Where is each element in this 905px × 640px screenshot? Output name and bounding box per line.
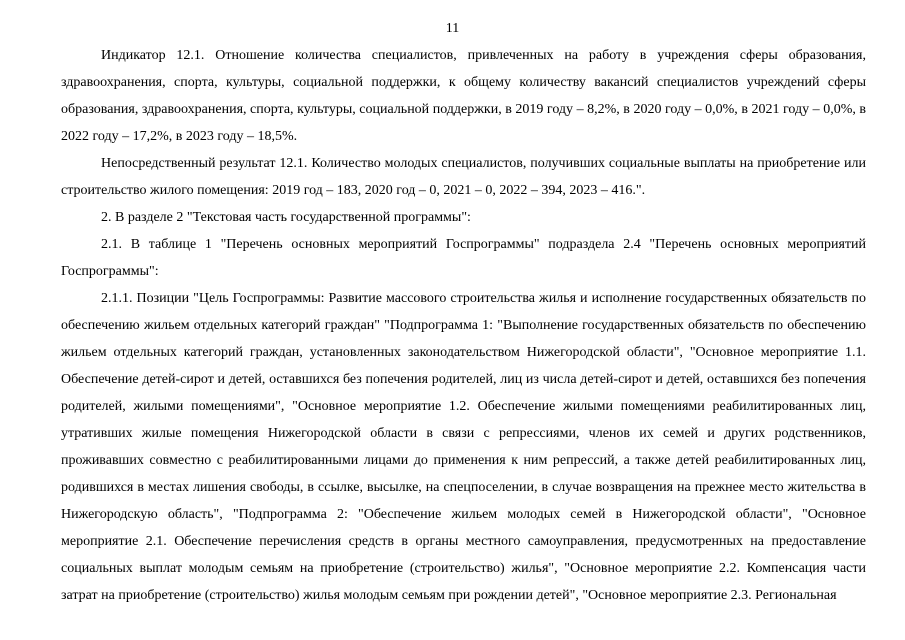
page-number: 11 bbox=[445, 21, 460, 36]
paragraph-direct-result-12-1: Непосредственный результат 12.1. Количество молодых специалистов, получивших социальные выплаты на приобретение или строительство жилого помещения: 2019 год – 183, 2020 год – 0, 2021 – 0, 2022 – 394, 2023 – 416.". bbox=[61, 156, 866, 198]
document-body bbox=[61, 42, 866, 609]
paragraph-section-2: 2. В разделе 2 "Текстовая часть государственной программы": bbox=[101, 210, 471, 225]
paragraph-indicator-12-1: Индикатор 12.1. Отношение количества специалистов, привлеченных на работу в учреждения сферы образования, здравоохранения, спорта, культуры, социальной поддержки, к общему количеству вакансий специалистов учреждений сферы образования, здравоохранения, спорта, культуры, социальной поддержки, в 2019 году – 8,2%, в 2020 году – 0,0%, в 2021 году – 0,0%, в 2022 году – 17,2%, в 2023 году – 18,5%. bbox=[61, 48, 866, 144]
paragraph-table-1: 2.1. В таблице 1 "Перечень основных мероприятий Госпрограммы" подраздела 2.4 "Перечень основных мероприятий Госпрограммы": bbox=[61, 237, 866, 279]
paragraph-positions-2-1-1: 2.1.1. Позиции "Цель Госпрограммы: Развитие массового строительства жилья и исполнение государственных обязательств по обеспечению жильем отдельных категорий граждан" "Подпрограмма 1: "Выполнение государственных обязательств по обеспечению жильем отдельных категорий граждан, установленных законодательством Нижегородской области", "Основное мероприятие 1.1. Обеспечение детей-сирот и детей, оставшихся без попечения родителей, лиц из числа детей-сирот и детей, оставшихся без попечения родителей, жилыми помещениями", "Основное мероприятие 1.2. Обеспечение жилыми помещениями реабилитированных лиц, утративших жилые помещения Нижегородской области в связи с репрессиями, членов их семей и других родственников, проживавших совместно с реабилитированными лицами до применения к ним репрессий, а также детей реабилитированных лиц, родившихся в местах лишения свободы, в ссылке, высылке, на спецпоселении, в случае возвращения на прежнее место жительства в Нижегородскую область", "Подпрограмма 2: "Обеспечение жильем молодых семей в Нижегородской области", "Основное мероприятие 2.1. Обеспечение перечисления средств в органы местного самоуправления, предусмотренных на предоставление социальных выплат молодым семьям на приобретение (строительство) жилья", "Основное мероприятие 2.2. Компенсация части затрат на приобретение (строительство) жилья молодым семьям при рождении детей", "Основное мероприятие 2.3. Региональная bbox=[61, 291, 866, 603]
